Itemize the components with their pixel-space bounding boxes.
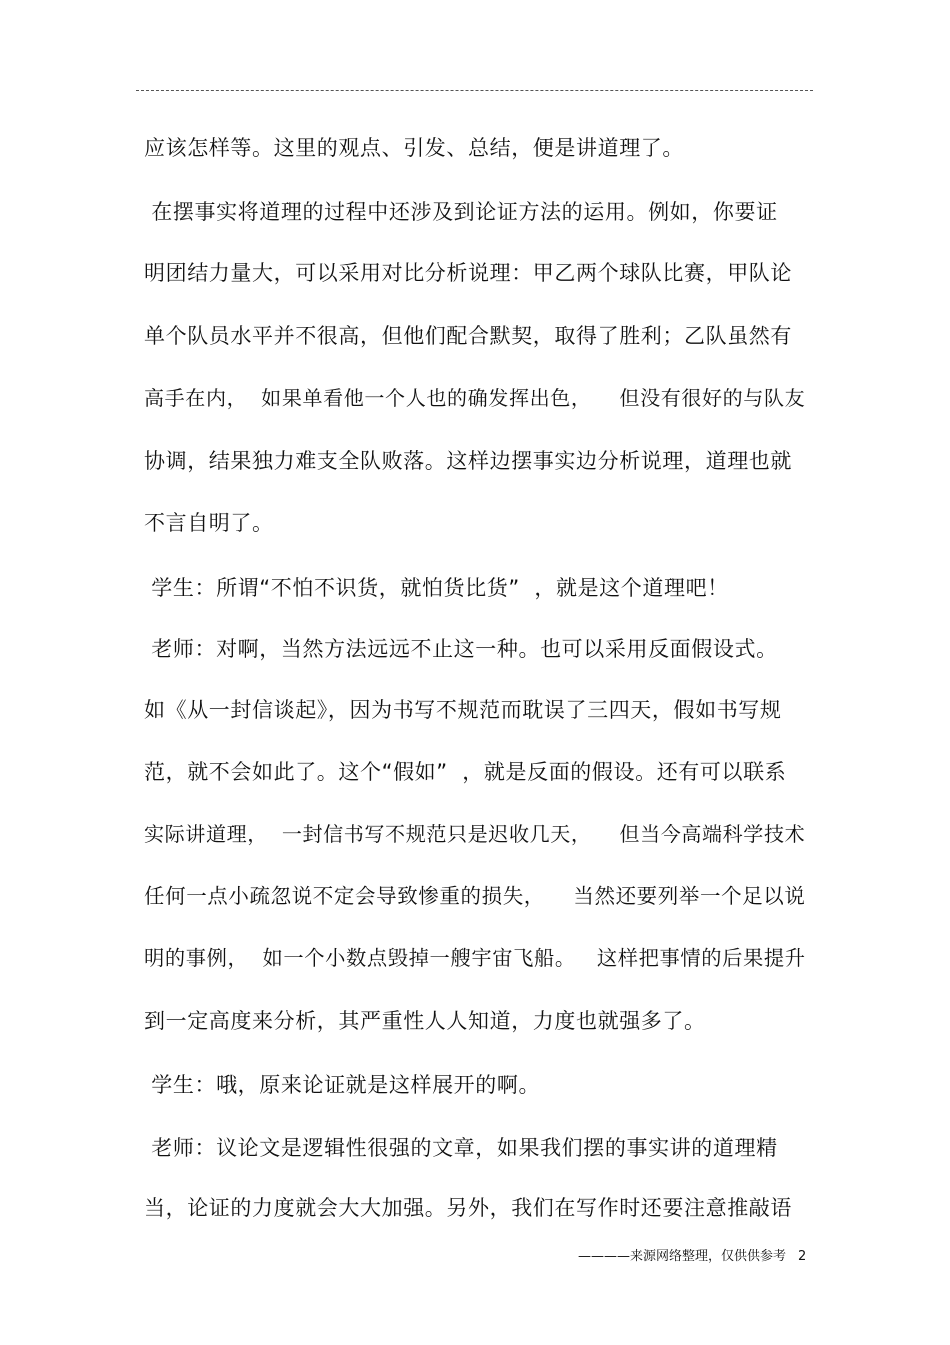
text-line: 老师：议论文是逻辑性很强的文章，如果我们摆的事实讲的道理精 bbox=[144, 1136, 778, 1160]
text-line: 实际讲道理， 一封信书写不规范只是迟收几天， 但当今高端科学技术 bbox=[144, 822, 806, 846]
text-line: 到一定高度来分析，其严重性人人知道，力度也就强多了。 bbox=[144, 1009, 706, 1033]
text-line: 协调，结果独力难支全队败落。这样边摆事实边分析说理，道理也就 bbox=[144, 449, 792, 473]
footer-source-note: ————来源网络整理，仅供供参考 bbox=[578, 1249, 787, 1264]
text-line: 应该怎样等。这里的观点、引发、总结，便是讲道理了。 bbox=[144, 136, 684, 160]
text-line: 在摆事实将道理的过程中还涉及到论证方法的运用。例如，你要证 bbox=[144, 200, 778, 224]
text-line: 任何一点小疏忽说不定会导致惨重的损失， 当然还要列举一个足以说 bbox=[144, 884, 806, 908]
text-line: 当，论证的力度就会大大加强。另外，我们在写作时还要注意推敲语 bbox=[144, 1196, 792, 1220]
text-line: 范，就不会如此了。这个“假如” ，就是反面的假设。还有可以联系 bbox=[144, 760, 787, 784]
text-line: 学生：哦，原来论证就是这样展开的啊。 bbox=[144, 1073, 541, 1097]
text-line: 老师：对啊，当然方法远远不止这一种。也可以采用反面假设式。 bbox=[144, 637, 778, 661]
text-line: 单个队员水平并不很高，但他们配合默契，取得了胜利；乙队虽然有 bbox=[144, 324, 792, 348]
page-number: 2 bbox=[798, 1249, 807, 1264]
text-line: 不言自明了。 bbox=[144, 511, 274, 535]
text-line: 明团结力量大，可以采用对比分析说理：甲乙两个球队比赛，甲队论 bbox=[144, 261, 792, 285]
text-line: 高手在内， 如果单看他一个人也的确发挥出色， 但没有很好的与队友 bbox=[144, 386, 806, 410]
header-divider bbox=[136, 90, 813, 91]
text-line: 如《从一封信谈起》，因为书写不规范而耽误了三四天，假如书写规 bbox=[144, 698, 782, 722]
text-line: 学生：所谓“不怕不识货，就怕货比货” ，就是这个道理吧！ bbox=[144, 576, 729, 600]
text-line: 明的事例， 如一个小数点毁掉一艘宇宙飞船。 这样把事情的后果提升 bbox=[144, 946, 806, 970]
